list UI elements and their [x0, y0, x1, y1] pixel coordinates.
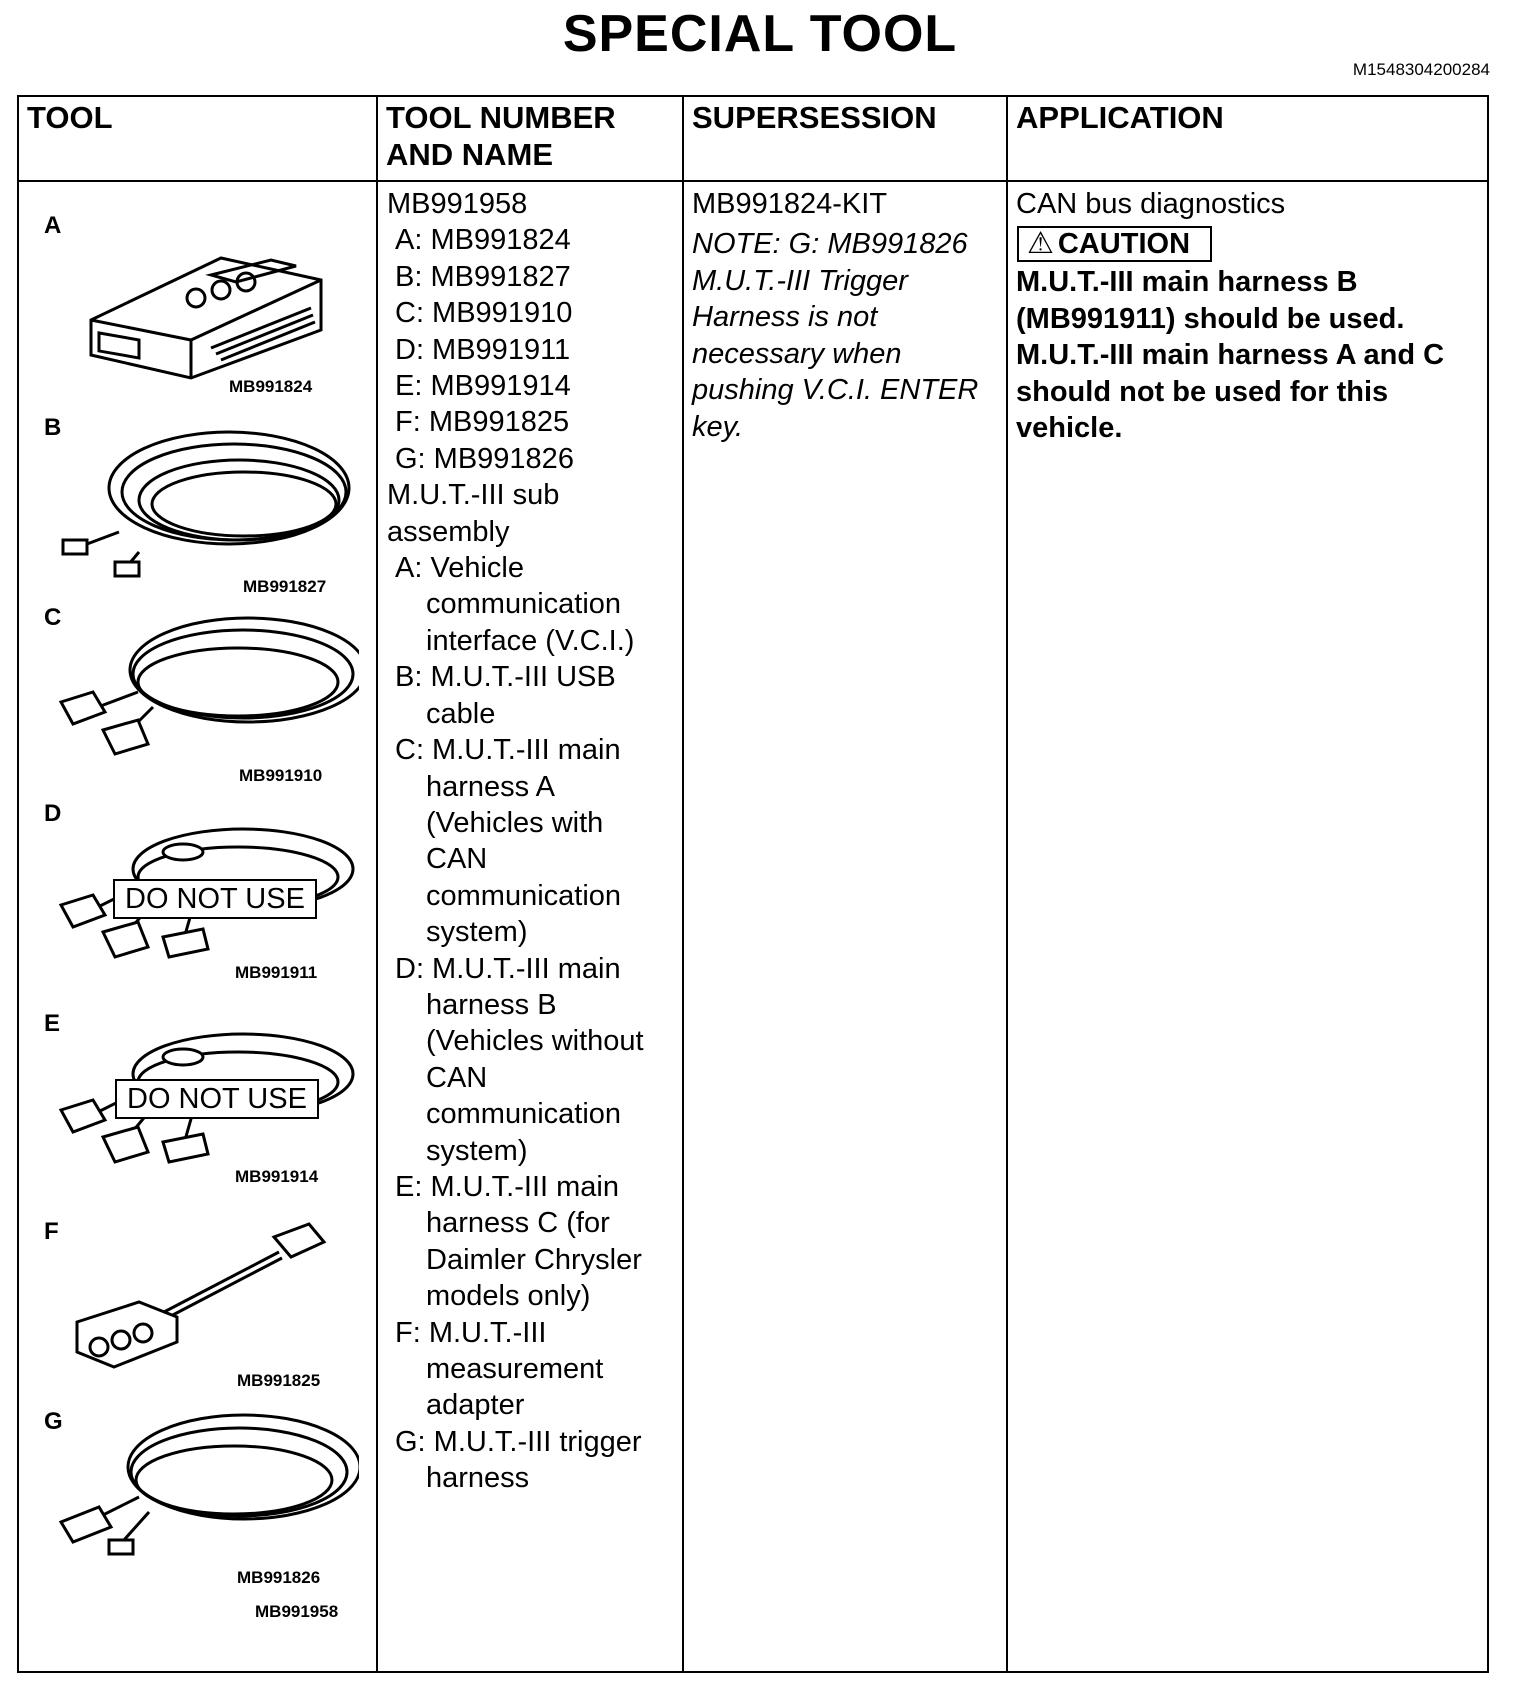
tool-number-line: M.U.T.-III sub	[387, 479, 560, 512]
tool-number-line: Daimler Chrysler	[426, 1243, 642, 1276]
do-not-use-stamp-e: DO NOT USE	[115, 1079, 319, 1119]
header-tool-number-line1: TOOL NUMBER	[386, 100, 616, 135]
tool-number-d: MB991911	[235, 963, 318, 982]
tool-number-line: C: M.U.T.-III main	[395, 734, 621, 767]
note-line: M.U.T.-III Trigger	[692, 264, 908, 297]
page-title: SPECIAL TOOL	[562, 5, 958, 63]
tool-number-line: measurement	[426, 1353, 604, 1385]
header-row	[18, 96, 1488, 181]
caution-line: M.U.T.-III main harness B	[1016, 266, 1358, 299]
tool-number-line: interface (V.C.I.)	[426, 624, 635, 657]
header-supersession: SUPERSESSION	[683, 96, 1007, 181]
note-line: Harness is not	[692, 301, 878, 334]
supersession-note	[692, 226, 1006, 445]
tool-number-line: F: M.U.T.-III	[395, 1316, 547, 1349]
tool-number-line: C: MB991910	[395, 297, 573, 330]
header-application: APPLICATION	[1007, 96, 1488, 181]
tool-number-line: D: M.U.T.-III main	[395, 952, 621, 985]
tool-number-g: MB991826	[237, 1568, 321, 1587]
tool-row	[18, 181, 1488, 1672]
tool-number-line: G: MB991826	[395, 442, 574, 475]
tool-number-line: A: Vehicle	[395, 552, 524, 585]
document-id: M1548304200284	[1352, 60, 1490, 79]
tool-number-line: harness C (for	[426, 1207, 610, 1240]
vci-device-illustration	[71, 220, 331, 380]
tool-number-b: MB991827	[243, 577, 327, 596]
tool-number-line: system)	[426, 1134, 528, 1167]
tool-number-line: cable	[426, 697, 496, 730]
tool-letter-b: B	[44, 414, 62, 441]
tool-number-line: MB991958	[387, 188, 528, 220]
note-line: NOTE: G: MB991826	[692, 228, 968, 261]
tool-letter-c: C	[44, 604, 62, 631]
tool-number-line: G: M.U.T.-III trigger	[395, 1425, 642, 1458]
header-tool-number-line2: AND NAME	[386, 137, 554, 172]
do-not-use-stamp-d: DO NOT USE	[113, 879, 317, 919]
tool-illustrations-cell	[18, 181, 377, 1672]
application-text: CAN bus diagnostics	[1016, 188, 1286, 220]
tool-number-line: E: MB991914	[395, 370, 571, 403]
tool-number-line: (Vehicles without	[426, 1025, 644, 1058]
kit-number: MB991958	[255, 1602, 339, 1621]
tool-number-line: harness B	[426, 988, 557, 1021]
measurement-adapter-illustration	[59, 1212, 349, 1382]
supersession-cell	[683, 181, 1007, 1672]
tool-number-line: harness A	[426, 770, 555, 803]
tool-number-line: D: MB991911	[395, 333, 571, 366]
tool-number-line: system)	[426, 916, 528, 949]
tool-number-line: communication	[426, 1098, 622, 1131]
note-line: pushing V.C.I. ENTER	[692, 374, 979, 407]
supersession-value: MB991824-KIT	[692, 188, 888, 220]
trigger-harness-illustration	[39, 1412, 359, 1572]
tool-number-line: assembly	[387, 515, 510, 548]
tool-number-line: CAN	[426, 1061, 488, 1094]
tool-number-c: MB991910	[239, 766, 323, 785]
usb-cable-illustration	[49, 422, 359, 582]
tool-number-line: A: MB991824	[395, 224, 571, 257]
note-line: key.	[692, 410, 744, 443]
tool-number-line: B: MB991827	[395, 260, 571, 293]
main-harness-a-illustration	[43, 612, 359, 772]
caution-line: should not be used for this	[1016, 375, 1389, 408]
tool-letter-g: G	[44, 1408, 63, 1435]
tool-number-line: adapter	[426, 1389, 525, 1422]
tool-number-line: models only)	[426, 1280, 591, 1313]
note-line: necessary when	[692, 337, 902, 370]
tool-number-line: CAN	[426, 843, 488, 876]
tool-number-line: E: M.U.T.-III main	[395, 1170, 619, 1203]
application-cell	[1007, 181, 1488, 1672]
warning-triangle-icon: ⚠	[1027, 227, 1054, 261]
tool-number-a: MB991824	[229, 377, 313, 396]
tool-number-e: MB991914	[235, 1167, 319, 1186]
tool-number-line: communication	[426, 879, 622, 912]
tool-letter-e: E	[44, 1010, 61, 1037]
tool-number-line: harness	[426, 1462, 530, 1495]
tool-number-line: F: MB991825	[395, 406, 570, 439]
tool-letter-d: D	[44, 800, 62, 827]
header-tool: TOOL	[18, 96, 377, 181]
tool-number-cell	[377, 181, 683, 1672]
tool-number-line: communication	[426, 588, 622, 621]
special-tool-table	[17, 95, 1489, 1673]
header-tool-number	[377, 96, 683, 181]
tool-letter-a: A	[44, 212, 62, 239]
caution-box	[1017, 226, 1212, 262]
caution-label: CAUTION	[1057, 228, 1191, 261]
caution-line: (MB991911) should be used.	[1016, 302, 1405, 335]
caution-line: M.U.T.-III main harness A and C	[1016, 339, 1445, 372]
tool-number-line: B: M.U.T.-III USB	[395, 661, 616, 694]
caution-line: vehicle.	[1016, 412, 1123, 445]
tool-number-f: MB991825	[237, 1371, 321, 1390]
tool-letter-f: F	[44, 1218, 59, 1245]
tool-number-line: (Vehicles with	[426, 806, 604, 839]
caution-text	[1016, 264, 1487, 447]
